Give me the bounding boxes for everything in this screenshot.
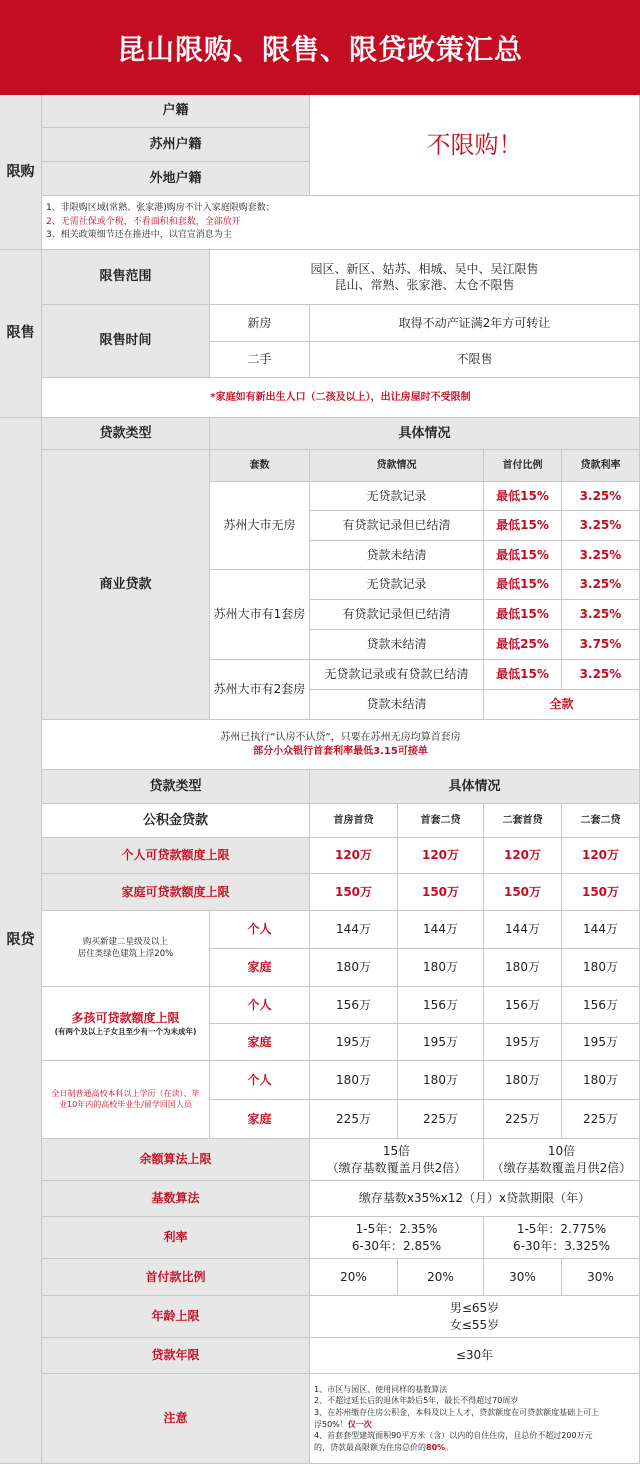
fund-detail-header: 具体情况 [310,770,640,804]
family-limit-value: 150万 [562,874,640,911]
table-row-record: 有贷款记录但已结清 [310,511,484,541]
green-building-label [42,911,210,987]
down-payment-value: 20% [398,1259,484,1296]
rate-second-2: 6-30年：3.325% [513,1238,610,1253]
table-row-record: 贷款未结清 [310,630,484,660]
balance-second-1: 10倍 [547,1144,576,1159]
years-label: 贷款年限 [42,1338,310,1374]
grad-personal-value: 180万 [562,1061,640,1100]
sale-time-label: 限售时间 [42,305,210,378]
table-row-record: 无贷款记录 [310,482,484,511]
sale-new-label: 新房 [210,305,310,342]
down-payment-value: 30% [484,1259,562,1296]
balance-first-1: 15倍 [382,1144,411,1159]
purchase-note-3: 3、相关政策细节还在推进中，以官宣消息为主 [46,230,232,241]
multi-family-value: 195万 [310,1024,398,1061]
purchase-row-suzhou: 苏州户籍 [42,128,310,162]
green-personal-value: 144万 [310,911,398,949]
balance-second [484,1139,640,1181]
family-limit-value: 150万 [484,874,562,911]
green-personal-value: 144万 [398,911,484,949]
purchase-result: 不限购！ [310,95,640,196]
notice-line-4a: 浮50%！ [314,1419,348,1429]
multi-family-value: 195万 [398,1024,484,1061]
family-limit-value: 150万 [398,874,484,911]
grad-family-label: 家庭 [210,1100,310,1139]
multi-personal-value: 156万 [310,987,398,1024]
rate-second-1: 1-5年：2.775% [516,1222,607,1237]
loan-detail-header: 具体情况 [210,418,640,450]
base-label: 基数算法 [42,1181,310,1217]
table-row-record: 无贷款记录或有贷款已结清 [310,660,484,690]
loan-section-label: 限贷 [0,418,42,1464]
notice-line-5: 4、首套套型建筑面积90平方米（含）以内的自住住房，且总价不超过200万元 [314,1431,593,1441]
green-personal-value: 144万 [562,911,640,949]
sale-range-line-2: 昆山、常熟、张家港、太仓不限售 [334,278,515,292]
commercial-loan-label: 商业贷款 [42,450,210,720]
age-female: 女≤55岁 [449,1317,500,1332]
green-label-1: 购买新建二星级及以上 [82,937,168,948]
commercial-note-2: 部分小众银行首套利率最低3.15可接单 [253,745,428,757]
col-sets: 套数 [210,450,310,482]
base-value: 缴存基数x35%x12（月）x贷款期限（年） [310,1181,640,1217]
notice-label: 注意 [42,1374,310,1464]
notice-text [310,1374,640,1464]
age-label: 年龄上限 [42,1296,310,1338]
table-row-down-full: 全款 [484,690,640,720]
green-family-value: 180万 [562,949,640,987]
fund-label: 公积金贷款 [42,804,310,838]
multi-child-sub: (有两个及以上子女且至少有一个为未成年) [54,1026,197,1036]
table-row-down: 最低15% [484,570,562,600]
sale-note: *家庭如有新出生人口（二孩及以上），出让房屋时不受限制 [42,378,640,418]
rate-second [484,1217,640,1259]
loan-type-header: 贷款类型 [42,418,210,450]
table-row-rate: 3.25% [562,600,640,630]
down-payment-value: 30% [562,1259,640,1296]
down-payment-label: 首付款比例 [42,1259,310,1296]
fund-col-3: 二套首贷 [484,804,562,838]
grad-family-value: 225万 [562,1100,640,1139]
sale-section-label: 限售 [0,250,42,418]
table-row-rate: 3.25% [562,660,640,690]
table-row-rate: 3.25% [562,482,640,511]
table-row-rate: 3.25% [562,511,640,541]
multi-family-value: 195万 [562,1024,640,1061]
fund-col-2: 首套二贷 [398,804,484,838]
age-value [310,1296,640,1338]
multi-personal-label: 个人 [210,987,310,1024]
grad-family-value: 225万 [310,1100,398,1139]
sale-used-label: 二手 [210,342,310,378]
grad-family-value: 225万 [398,1100,484,1139]
group-one-house: 苏州大市有1套房 [210,570,310,660]
notice-line-3: 3、在苏州缴存住房公积金，本科及以上人才，贷款额度在可贷款额度基础上可上 [314,1407,600,1417]
sale-used-value: 不限售 [310,342,640,378]
notice-line-6a: 的，贷款最高限额为住房总价的 [314,1442,426,1452]
personal-limit-value: 120万 [484,838,562,874]
grad-personal-value: 180万 [484,1061,562,1100]
rate-first-2: 6-30年：2.85% [351,1238,442,1253]
purchase-note-1: 1、非限购区域(常熟、张家港)购房不计入家庭限购套数； [46,203,275,214]
purchase-section-label: 限购 [0,95,42,250]
rate-first [310,1217,484,1259]
col-rate: 贷款利率 [562,450,640,482]
graduate-label [42,1061,210,1139]
table-row-record: 无贷款记录 [310,570,484,600]
table-row-record: 贷款未结清 [310,690,484,720]
grad-personal-value: 180万 [310,1061,398,1100]
table-row-down: 最低15% [484,660,562,690]
multi-family-label: 家庭 [210,1024,310,1061]
multi-personal-value: 156万 [484,987,562,1024]
fund-type-header: 贷款类型 [42,770,310,804]
personal-limit-label: 个人可贷款额度上限 [42,838,310,874]
personal-limit-value: 120万 [310,838,398,874]
table-row-down: 最低15% [484,541,562,570]
table-row-rate: 3.25% [562,570,640,600]
rate-first-1: 1-5年：2.35% [355,1222,438,1237]
down-payment-value: 20% [310,1259,398,1296]
purchase-notes [42,196,640,250]
notice-line-2: 2、不超过延长后的退休年龄后5年，最长不得超过70周岁 [314,1396,519,1406]
green-personal-value: 144万 [484,911,562,949]
table-row-record: 有贷款记录但已结清 [310,600,484,630]
table-row-down: 最低15% [484,600,562,630]
page-title: 昆山限购、限售、限贷政策汇总 [0,0,640,95]
sale-range-label: 限售范围 [42,250,210,305]
table-row-down: 最低15% [484,511,562,541]
table-row-rate: 3.25% [562,541,640,570]
multi-child-title: 多孩可贷款额度上限 [71,1011,180,1026]
col-down: 首付比例 [484,450,562,482]
balance-label: 余额算法上限 [42,1139,310,1181]
table-row-record: 贷款未结清 [310,541,484,570]
notice-line-1: 1、市区与园区、使用同样的基数算法 [314,1384,448,1394]
graduate-label-1: 全日制普通高校本科以上学历（在读）、毕 [51,1088,200,1098]
green-personal-label: 个人 [210,911,310,949]
group-no-house: 苏州大市无房 [210,482,310,570]
multi-personal-value: 156万 [398,987,484,1024]
group-two-house: 苏州大市有2套房 [210,660,310,720]
commercial-note-1: 苏州已执行“认房不认贷”，只要在苏州无房均算首套房 [220,732,461,743]
commercial-note [42,720,640,770]
table-row-rate: 3.75% [562,630,640,660]
notice-line-6b: 80% [426,1442,446,1452]
multi-family-value: 195万 [484,1024,562,1061]
grad-personal-label: 个人 [210,1061,310,1100]
balance-first [310,1139,484,1181]
table-row-down: 最低25% [484,630,562,660]
purchase-note-2: 2、无需社保或个税，不看面积和套数，全部放开 [46,216,241,227]
purchase-row-hukou: 户籍 [42,95,310,128]
balance-first-2: （缴存基数覆盖月供2倍） [326,1160,467,1175]
green-family-label: 家庭 [210,949,310,987]
table-row-down: 最低15% [484,482,562,511]
grad-family-value: 225万 [484,1100,562,1139]
rate-label: 利率 [42,1217,310,1259]
family-limit-value: 150万 [310,874,398,911]
multi-personal-value: 156万 [562,987,640,1024]
balance-second-2: （缴存基数覆盖月供2倍） [491,1160,632,1175]
multi-child-label [42,987,210,1061]
fund-col-4: 二套二贷 [562,804,640,838]
fund-col-1: 首房首贷 [310,804,398,838]
sale-new-value: 取得不动产证满2年方可转让 [310,305,640,342]
age-male: 男≤65岁 [449,1301,500,1316]
years-value: ≤30年 [310,1338,640,1374]
green-family-value: 180万 [484,949,562,987]
grad-personal-value: 180万 [398,1061,484,1100]
green-label-2: 居住类绿色建筑上浮20% [77,948,174,959]
personal-limit-value: 120万 [562,838,640,874]
sale-range-value [210,250,640,305]
graduate-label-2: 业10年内的高校毕业生/留学回国人员 [59,1099,192,1109]
col-record: 贷款情况 [310,450,484,482]
sale-range-line-1: 园区、新区、姑苏、相城、吴中、吴江限售 [310,261,539,276]
notice-line-6c: 。 [445,1442,454,1452]
notice-line-4b: 仅一次 [347,1419,372,1429]
family-limit-label: 家庭可贷款额度上限 [42,874,310,911]
green-family-value: 180万 [398,949,484,987]
green-family-value: 180万 [310,949,398,987]
purchase-row-outside: 外地户籍 [42,162,310,196]
personal-limit-value: 120万 [398,838,484,874]
